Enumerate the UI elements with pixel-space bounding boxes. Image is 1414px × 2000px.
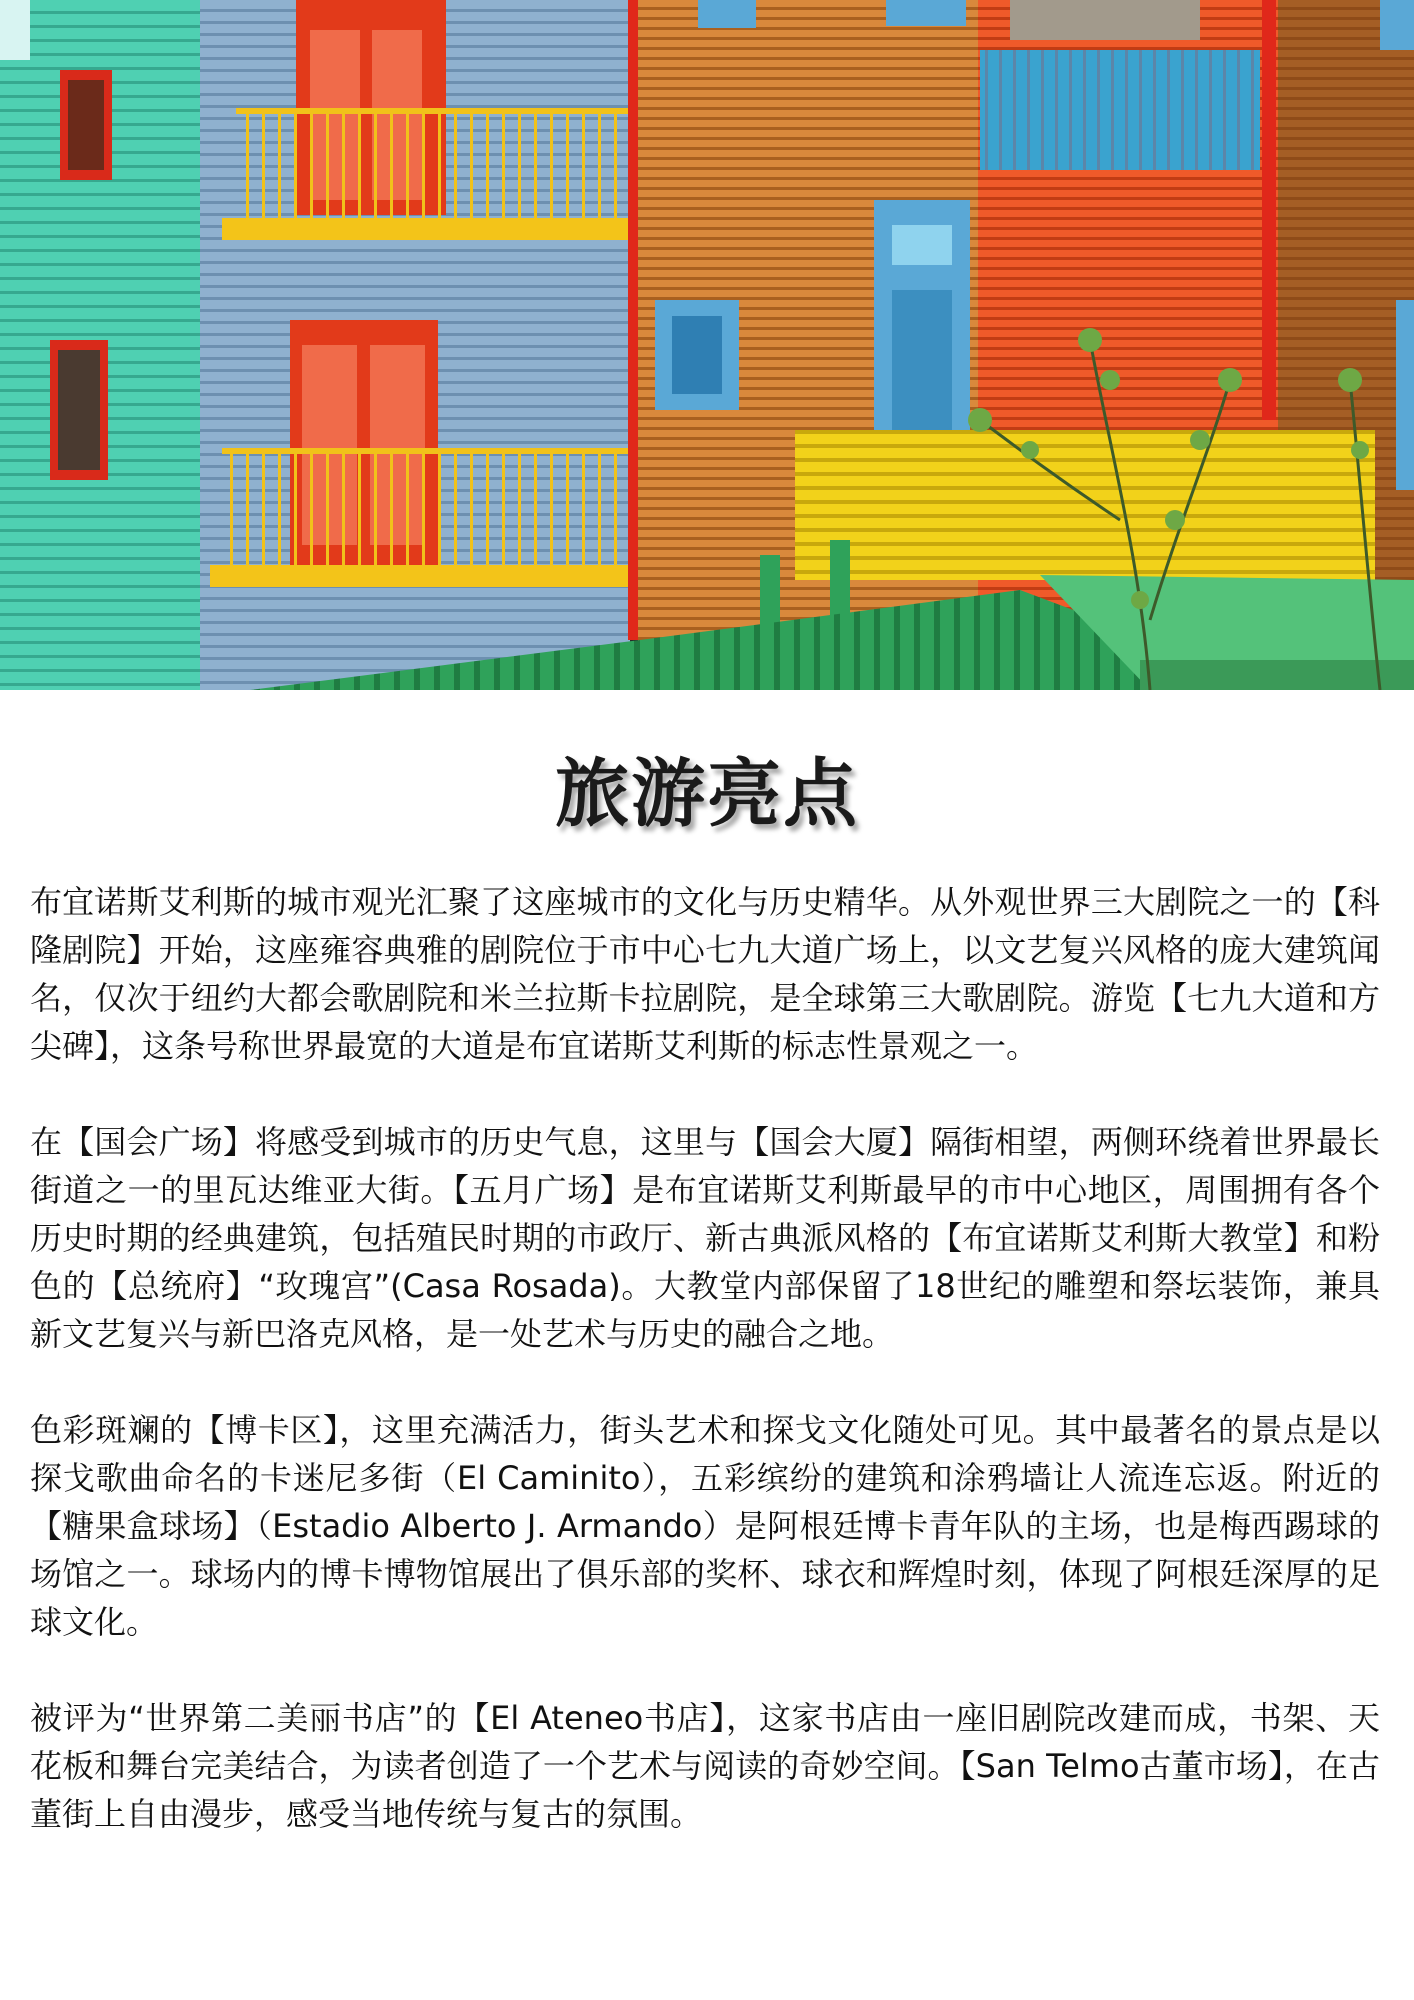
- hero-image: [0, 0, 1414, 690]
- paragraph-plaza-cathedral: 在【国会广场】将感受到城市的历史气息，这里与【国会大厦】隔街相望，两侧环绕着世界最长街道之一的里瓦达维亚大街。【五月广场】是布宜诺斯艾利斯最早的市中心地区，周围拥有各个历史时期的经典建筑，包括殖民时期的市政厅、新古典派风格的【布宜诺斯艾利斯大教堂】和粉色的【总统府】“玫瑰宫”(Casa Rosada)。大教堂内部保留了18世纪的雕塑和祭坛装饰，兼具新文艺复兴与新巴洛克风格，是一处艺术与历史的融合之地。: [30, 1123, 1380, 1353]
- paragraph-bookstore-market: 被评为“世界第二美丽书店”的【El Ateneo书店】，这家书店由一座旧剧院改建而成，书架、天花板和舞台完美结合，为读者创造了一个艺术与阅读的奇妙空间。【San Telmo古董市场】，在古董街上自由漫步，感受当地传统与复古的氛围。: [30, 1699, 1380, 1833]
- page-title: 旅游亮点: [555, 751, 859, 837]
- article-body: [30, 878, 1380, 1838]
- paragraph-theater-avenue: 布宜诺斯艾利斯的城市观光汇聚了这座城市的文化与历史精华。从外观世界三大剧院之一的【科隆剧院】开始，这座雍容典雅的剧院位于市中心七九大道广场上，以文艺复兴风格的庞大建筑闻名，仅次于纽约大都会歌剧院和米兰拉斯卡拉剧院，是全球第三大歌剧院。游览【七九大道和方尖碑】，这条号称世界最宽的大道是布宜诺斯艾利斯的标志性景观之一。: [30, 883, 1380, 1065]
- paragraph-la-boca: 色彩斑斓的【博卡区】，这里充满活力，街头艺术和探戈文化随处可见。其中最著名的景点是以探戈歌曲命名的卡迷尼多街（El Caminito），五彩缤纷的建筑和涂鸦墙让人流连忘返。附近的【糖果盒球场】（Estadio Alberto J. Armando）是阿根廷博卡青年队的主场，也是梅西踢球的场馆之一。球场内的博卡博物馆展出了俱乐部的奖杯、球衣和辉煌时刻，体现了阿根廷深厚的足球文化。: [30, 1411, 1380, 1641]
- caminito-houses-illustration: [0, 0, 1414, 690]
